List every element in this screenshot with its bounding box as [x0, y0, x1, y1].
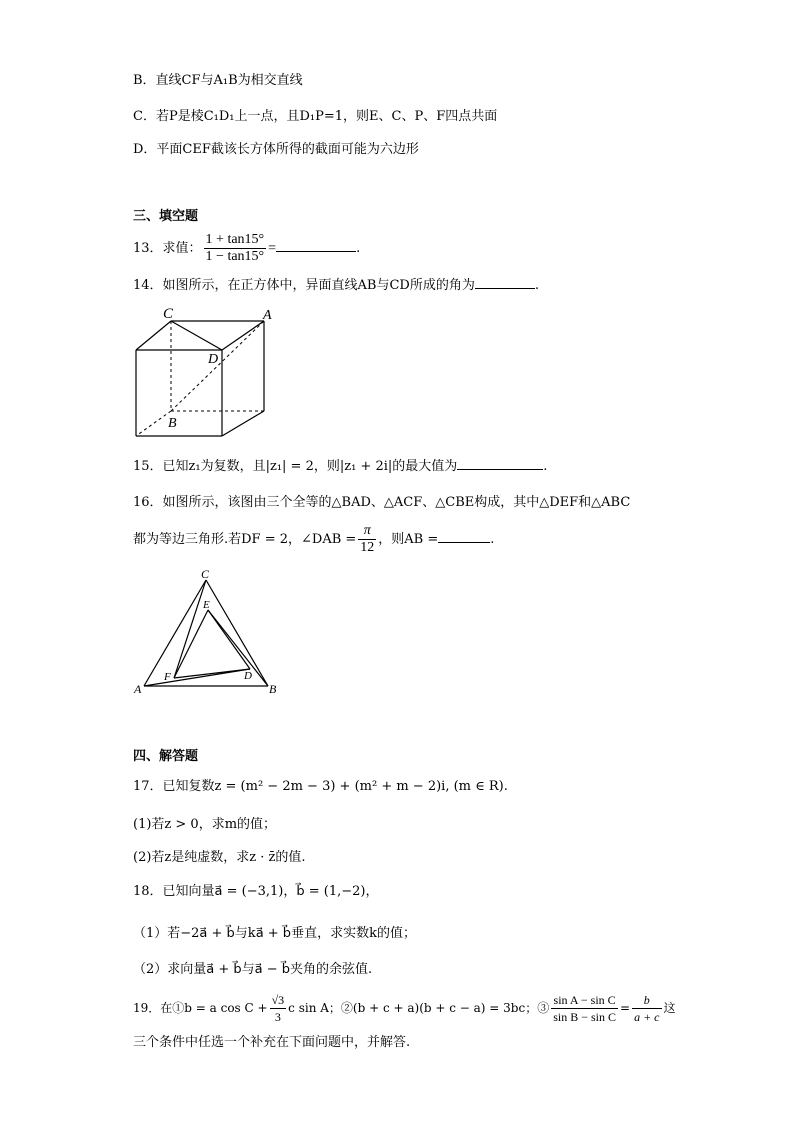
q19-c: 这 [663, 1001, 676, 1015]
question-18: 18．已知向量a⃗ = (−3,1)，b⃗ = (1,−2)， [133, 884, 379, 899]
question-16-line2 [133, 520, 494, 560]
label-c: C [201, 567, 210, 581]
question-16-line1: 16．如图所示，该图由三个全等的△BAD、△ACF、△CBE构成，其中△DEF和△ABC [133, 495, 631, 510]
q15-text: 15．已知z₁为复数，且|z₁| = 2，则|z₁ + 2i|的最大值为 [133, 459, 458, 474]
label-b: B [168, 416, 177, 431]
section-solve-heading: 四、解答题 [133, 749, 199, 764]
question-19 [133, 988, 676, 1028]
side-ef [174, 610, 208, 678]
q13-prefix: 13．求值： [133, 241, 202, 256]
label-d: D [208, 352, 219, 367]
answer-blank-16[interactable] [438, 530, 490, 543]
q19-fraction-3 [632, 992, 661, 1025]
q14-suffix: . [534, 278, 539, 293]
question-17-part2: (2)若z是纯虚数，求z · z̄的值. [133, 850, 306, 865]
q13-numerator: 1 + tan15° [205, 232, 265, 247]
segment-cd [171, 321, 222, 350]
label-c: C [163, 306, 174, 322]
q19-f2-den: sin B − sin C [553, 1010, 617, 1024]
q16-twelve: 12 [360, 540, 375, 555]
cube-edge [222, 321, 264, 350]
q19-a: 19．在①b = a cos C + [133, 1001, 268, 1015]
question-18-part2: （2）求向量a⃗ + b⃗与a⃗ − b⃗夹角的余弦值. [133, 962, 373, 977]
question-17: 17．已知复数z = (m² − 2m − 3) + (m² + m − 2)i, (m ∈ R). [133, 779, 508, 794]
q14-text: 14．如图所示，在正方体中，异面直线AB与CD所成的角为 [133, 278, 475, 293]
q16-suffix: . [490, 532, 495, 547]
question-15 [133, 457, 547, 476]
q13-fraction [204, 232, 267, 265]
option-c: C．若P是棱C₁D₁上一点，且D₁P=1，则E、C、P、F四点共面 [133, 109, 498, 124]
q19-sqrt3: √3 [271, 993, 285, 1007]
cube-edge [222, 411, 264, 436]
label-b: B [269, 682, 277, 696]
side-fd [174, 669, 250, 678]
answer-blank-15[interactable] [457, 457, 543, 470]
label-d: D [244, 670, 252, 682]
segment-cf [174, 580, 206, 678]
q19-eq: = [620, 1001, 631, 1015]
section-fill-in-heading: 三、填空题 [133, 209, 199, 224]
question-19-line2: 三个条件中任选一个补充在下面问题中，并解答. [133, 1035, 411, 1050]
q16-pi: π [358, 523, 376, 540]
q19-b: c sin A；②(b + c + a)(b + c − a) = 3bc；③ [288, 1001, 550, 1015]
q16-fraction [358, 523, 376, 556]
q19-f3-den: a + c [634, 1010, 660, 1024]
label-f: F [164, 671, 171, 683]
answer-blank-14[interactable] [475, 276, 535, 289]
label-e: E [203, 599, 210, 611]
question-18-part1: （1）若−2a⃗ + b⃗与ka⃗ + b⃗垂直，求实数k的值； [133, 926, 416, 941]
cube-edge [136, 321, 171, 350]
triangle-figure [130, 565, 290, 700]
label-a: A [263, 308, 272, 323]
q15-suffix: . [543, 459, 548, 474]
segment-ad [144, 669, 250, 686]
q19-f3-num: b [632, 992, 661, 1009]
q19-fraction-2 [551, 992, 618, 1025]
question-14 [133, 276, 539, 295]
question-13: 13．求值： $\frac{1 + \tan 15^\circ}{1 - \tan 15^\circ}$ = . [133, 232, 361, 264]
q16-line2-a: 都为等边三角形.若DF = 2，∠DAB = [133, 532, 357, 547]
question-17-part1: (1)若z > 0，求m的值； [133, 817, 277, 832]
option-b: B．直线CF与A₁B为相交直线 [133, 73, 303, 88]
hidden-edge [136, 411, 171, 436]
q19-f2-num: sin A − sin C [551, 992, 618, 1009]
label-a: A [134, 682, 142, 696]
option-d: D．平面CEF截该长方体所得的截面可能为六边形 [133, 142, 419, 157]
q16-line2-b: ，则AB = [378, 532, 439, 547]
answer-blank-13[interactable] [276, 239, 356, 252]
q13-suffix: . [356, 241, 361, 256]
q13-denominator: 1 − tan15° [205, 249, 265, 264]
cube-figure [128, 305, 288, 450]
q19-three: 3 [274, 1010, 281, 1024]
q19-fraction-1 [270, 992, 287, 1025]
